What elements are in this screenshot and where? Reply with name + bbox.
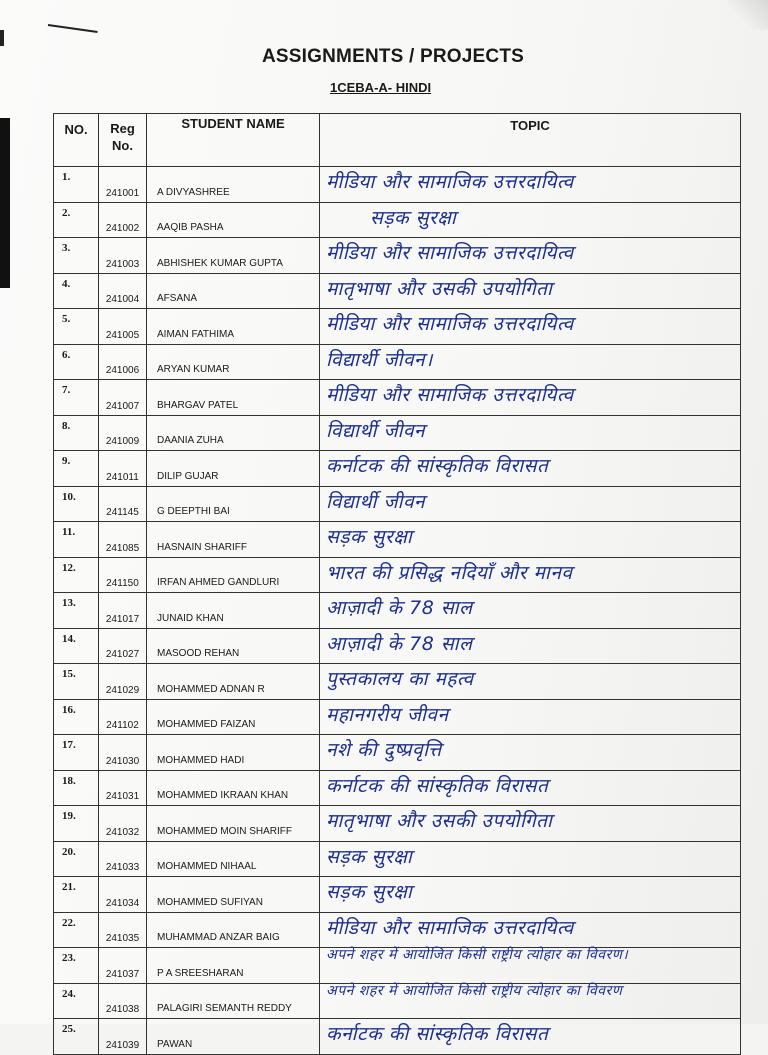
reg-number: 241006	[99, 344, 147, 380]
student-name: DILIP GUJAR	[147, 451, 320, 487]
table-row	[54, 912, 741, 948]
row-number: 16.	[54, 699, 99, 735]
table-row	[54, 167, 741, 203]
row-number: 5.	[54, 309, 99, 345]
handwritten-topic: मातृभाषा और उसकी उपयोगिता	[326, 277, 553, 300]
row-number: 4.	[54, 273, 99, 309]
reg-number: 241034	[99, 877, 147, 913]
handwritten-topic: विद्यार्थी जीवन	[326, 490, 426, 513]
reg-number: 241005	[99, 309, 147, 345]
reg-number: 241150	[99, 557, 147, 593]
row-number: 19.	[54, 806, 99, 842]
row-number: 1.	[54, 167, 99, 203]
page-shadow	[728, 0, 768, 30]
table-row	[54, 664, 741, 700]
topic-cell	[320, 912, 741, 948]
row-number: 25.	[54, 1019, 99, 1055]
reg-number: 241032	[99, 806, 147, 842]
assignments-table	[53, 113, 741, 1055]
table-row	[54, 948, 741, 984]
handwritten-topic: सड़क सुरक्षा	[326, 881, 413, 903]
topic-cell	[320, 344, 741, 380]
topic-cell	[320, 167, 741, 203]
table-row	[54, 699, 741, 735]
handwritten-topic: मीडिया और सामाजिक उत्तरदायित्व	[326, 313, 574, 335]
table-row	[54, 735, 741, 771]
reg-number: 241011	[99, 451, 147, 487]
row-number: 22.	[54, 912, 99, 948]
handwritten-topic: कर्नाटक की सांस्कृतिक विरासत	[326, 455, 549, 477]
table-row	[54, 202, 741, 238]
student-name: PALAGIRI SEMANTH REDDY	[147, 983, 320, 1019]
topic-cell	[320, 628, 741, 664]
handwritten-topic: मीडिया और सामाजिक उत्तरदायित्व	[326, 171, 574, 193]
student-name: MOHAMMED NIHAAL	[147, 841, 320, 877]
row-number: 15.	[54, 664, 99, 700]
header-student-name: STUDENT NAME	[147, 114, 320, 167]
reg-number: 241039	[99, 1019, 147, 1055]
topic-cell	[320, 806, 741, 842]
table-row	[54, 628, 741, 664]
binder-mark	[0, 30, 4, 46]
table-row	[54, 983, 741, 1019]
table-header-row	[54, 114, 741, 167]
reg-number: 241017	[99, 593, 147, 629]
reg-number: 241027	[99, 628, 147, 664]
row-number: 23.	[54, 948, 99, 984]
row-number: 13.	[54, 593, 99, 629]
row-number: 7.	[54, 380, 99, 416]
student-name: MOHAMMED FAIZAN	[147, 699, 320, 735]
student-name: AIMAN FATHIMA	[147, 309, 320, 345]
reg-number: 241102	[99, 699, 147, 735]
student-name: IRFAN AHMED GANDLURI	[147, 557, 320, 593]
reg-number: 241004	[99, 273, 147, 309]
topic-cell	[320, 557, 741, 593]
document-title: ASSIGNMENTS / PROJECTS	[262, 46, 524, 67]
handwritten-topic: विद्यार्थी जीवन।	[326, 348, 433, 371]
topic-cell	[320, 238, 741, 274]
table-row	[54, 806, 741, 842]
table-row	[54, 238, 741, 274]
table-row	[54, 415, 741, 451]
reg-number: 241002	[99, 202, 147, 238]
table-row	[54, 451, 741, 487]
student-name: HASNAIN SHARIFF	[147, 522, 320, 558]
handwritten-topic: सड़क सुरक्षा	[326, 845, 413, 868]
student-name: G DEEPTHI BAI	[147, 486, 320, 522]
student-name: JUNAID KHAN	[147, 593, 320, 629]
row-number: 21.	[54, 877, 99, 913]
topic-cell	[320, 486, 741, 522]
row-number: 14.	[54, 628, 99, 664]
student-name: AFSANA	[147, 273, 320, 309]
topic-cell	[320, 451, 741, 487]
table-row	[54, 344, 741, 380]
topic-cell	[320, 309, 741, 345]
header-reg: Reg No.	[99, 114, 147, 167]
handwritten-topic: सड़क सुरक्षा	[326, 526, 413, 548]
reg-number: 241030	[99, 735, 147, 771]
handwritten-topic: आज़ादी के 78 साल	[326, 597, 473, 619]
reg-number: 241035	[99, 912, 147, 948]
student-name: ABHISHEK KUMAR GUPTA	[147, 238, 320, 274]
topic-cell	[320, 593, 741, 629]
reg-number: 241001	[99, 167, 147, 203]
topic-cell	[320, 202, 741, 238]
topic-cell	[320, 273, 741, 309]
table-row	[54, 877, 741, 913]
topic-cell	[320, 983, 741, 1019]
table-row	[54, 841, 741, 877]
document-subtitle: 1CEBA-A- HINDI	[330, 80, 432, 95]
handwritten-topic: महानगरीय जीवन	[326, 703, 449, 726]
table-row	[54, 522, 741, 558]
student-name: MASOOD REHAN	[147, 628, 320, 664]
header-topic: TOPIC	[320, 114, 741, 167]
topic-cell	[320, 948, 741, 984]
row-number: 3.	[54, 238, 99, 274]
table-row	[54, 593, 741, 629]
handwritten-topic: कर्नाटक की सांस्कृतिक विरासत	[326, 774, 549, 797]
handwritten-topic: अपने शहर में आयोजित किसी राष्ट्रीय त्योहार का विवरण	[326, 982, 623, 999]
topic-cell	[320, 664, 741, 700]
topic-cell	[320, 522, 741, 558]
row-number: 18.	[54, 770, 99, 806]
student-name: MOHAMMED MOIN SHARIFF	[147, 806, 320, 842]
handwritten-topic: अपने शहर में आयोजित किसी राष्ट्रीय त्योहार का विवरण।	[326, 947, 629, 963]
student-name: PAWAN	[147, 1019, 320, 1055]
reg-number: 241031	[99, 770, 147, 806]
student-name: MOHAMMED IKRAAN KHAN	[147, 770, 320, 806]
row-number: 24.	[54, 983, 99, 1019]
student-name: BHARGAV PATEL	[147, 380, 320, 416]
topic-cell	[320, 699, 741, 735]
row-number: 9.	[54, 451, 99, 487]
handwritten-topic: मीडिया और सामाजिक उत्तरदायित्व	[326, 242, 574, 264]
topic-cell	[320, 877, 741, 913]
handwritten-topic: पुस्तकालय का महत्व	[326, 668, 474, 690]
row-number: 17.	[54, 735, 99, 771]
student-name: AAQIB PASHA	[147, 202, 320, 238]
pen-mark	[48, 24, 98, 33]
table-row	[54, 309, 741, 345]
handwritten-topic: मीडिया और सामाजिक उत्तरदायित्व	[326, 916, 574, 939]
table-row	[54, 273, 741, 309]
row-number: 8.	[54, 415, 99, 451]
row-number: 6.	[54, 344, 99, 380]
handwritten-topic: मीडिया और सामाजिक उत्तरदायित्व	[326, 384, 574, 406]
student-name: ARYAN KUMAR	[147, 344, 320, 380]
reg-number: 241033	[99, 841, 147, 877]
reg-number: 241003	[99, 238, 147, 274]
table-body	[54, 167, 741, 1055]
handwritten-topic: कर्नाटक की सांस्कृतिक विरासत	[326, 1023, 549, 1045]
table-row	[54, 486, 741, 522]
row-number: 20.	[54, 841, 99, 877]
topic-cell	[320, 380, 741, 416]
binder-edge	[0, 118, 10, 288]
handwritten-topic: नशे की दुष्प्रवृत्ति	[326, 739, 442, 761]
student-name: MOHAMMED SUFIYAN	[147, 877, 320, 913]
topic-cell	[320, 735, 741, 771]
row-number: 10.	[54, 486, 99, 522]
row-number: 12.	[54, 557, 99, 593]
student-name: MOHAMMED ADNAN R	[147, 664, 320, 700]
topic-cell	[320, 841, 741, 877]
handwritten-topic: आज़ादी के 78 साल	[326, 632, 473, 655]
reg-number: 241007	[99, 380, 147, 416]
handwritten-topic: सड़क सुरक्षा	[370, 206, 457, 229]
reg-number: 241038	[99, 983, 147, 1019]
student-name: DAANIA ZUHA	[147, 415, 320, 451]
reg-number: 241145	[99, 486, 147, 522]
reg-number: 241085	[99, 522, 147, 558]
reg-number: 241037	[99, 948, 147, 984]
handwritten-topic: मातृभाषा और उसकी उपयोगिता	[326, 810, 553, 832]
handwritten-topic: विद्यार्थी जीवन	[326, 419, 426, 442]
row-number: 11.	[54, 522, 99, 558]
student-name: MUHAMMAD ANZAR BAIG	[147, 912, 320, 948]
header-no: NO.	[54, 114, 99, 167]
topic-cell	[320, 770, 741, 806]
table-row	[54, 380, 741, 416]
handwritten-topic: भारत की प्रसिद्ध नदियाँ और मानव	[326, 561, 573, 584]
student-name: P A SREESHARAN	[147, 948, 320, 984]
table-row	[54, 557, 741, 593]
reg-number: 241009	[99, 415, 147, 451]
student-name: A DIVYASHREE	[147, 167, 320, 203]
row-number: 2.	[54, 202, 99, 238]
student-name: MOHAMMED HADI	[147, 735, 320, 771]
topic-cell	[320, 415, 741, 451]
reg-number: 241029	[99, 664, 147, 700]
table-row	[54, 770, 741, 806]
